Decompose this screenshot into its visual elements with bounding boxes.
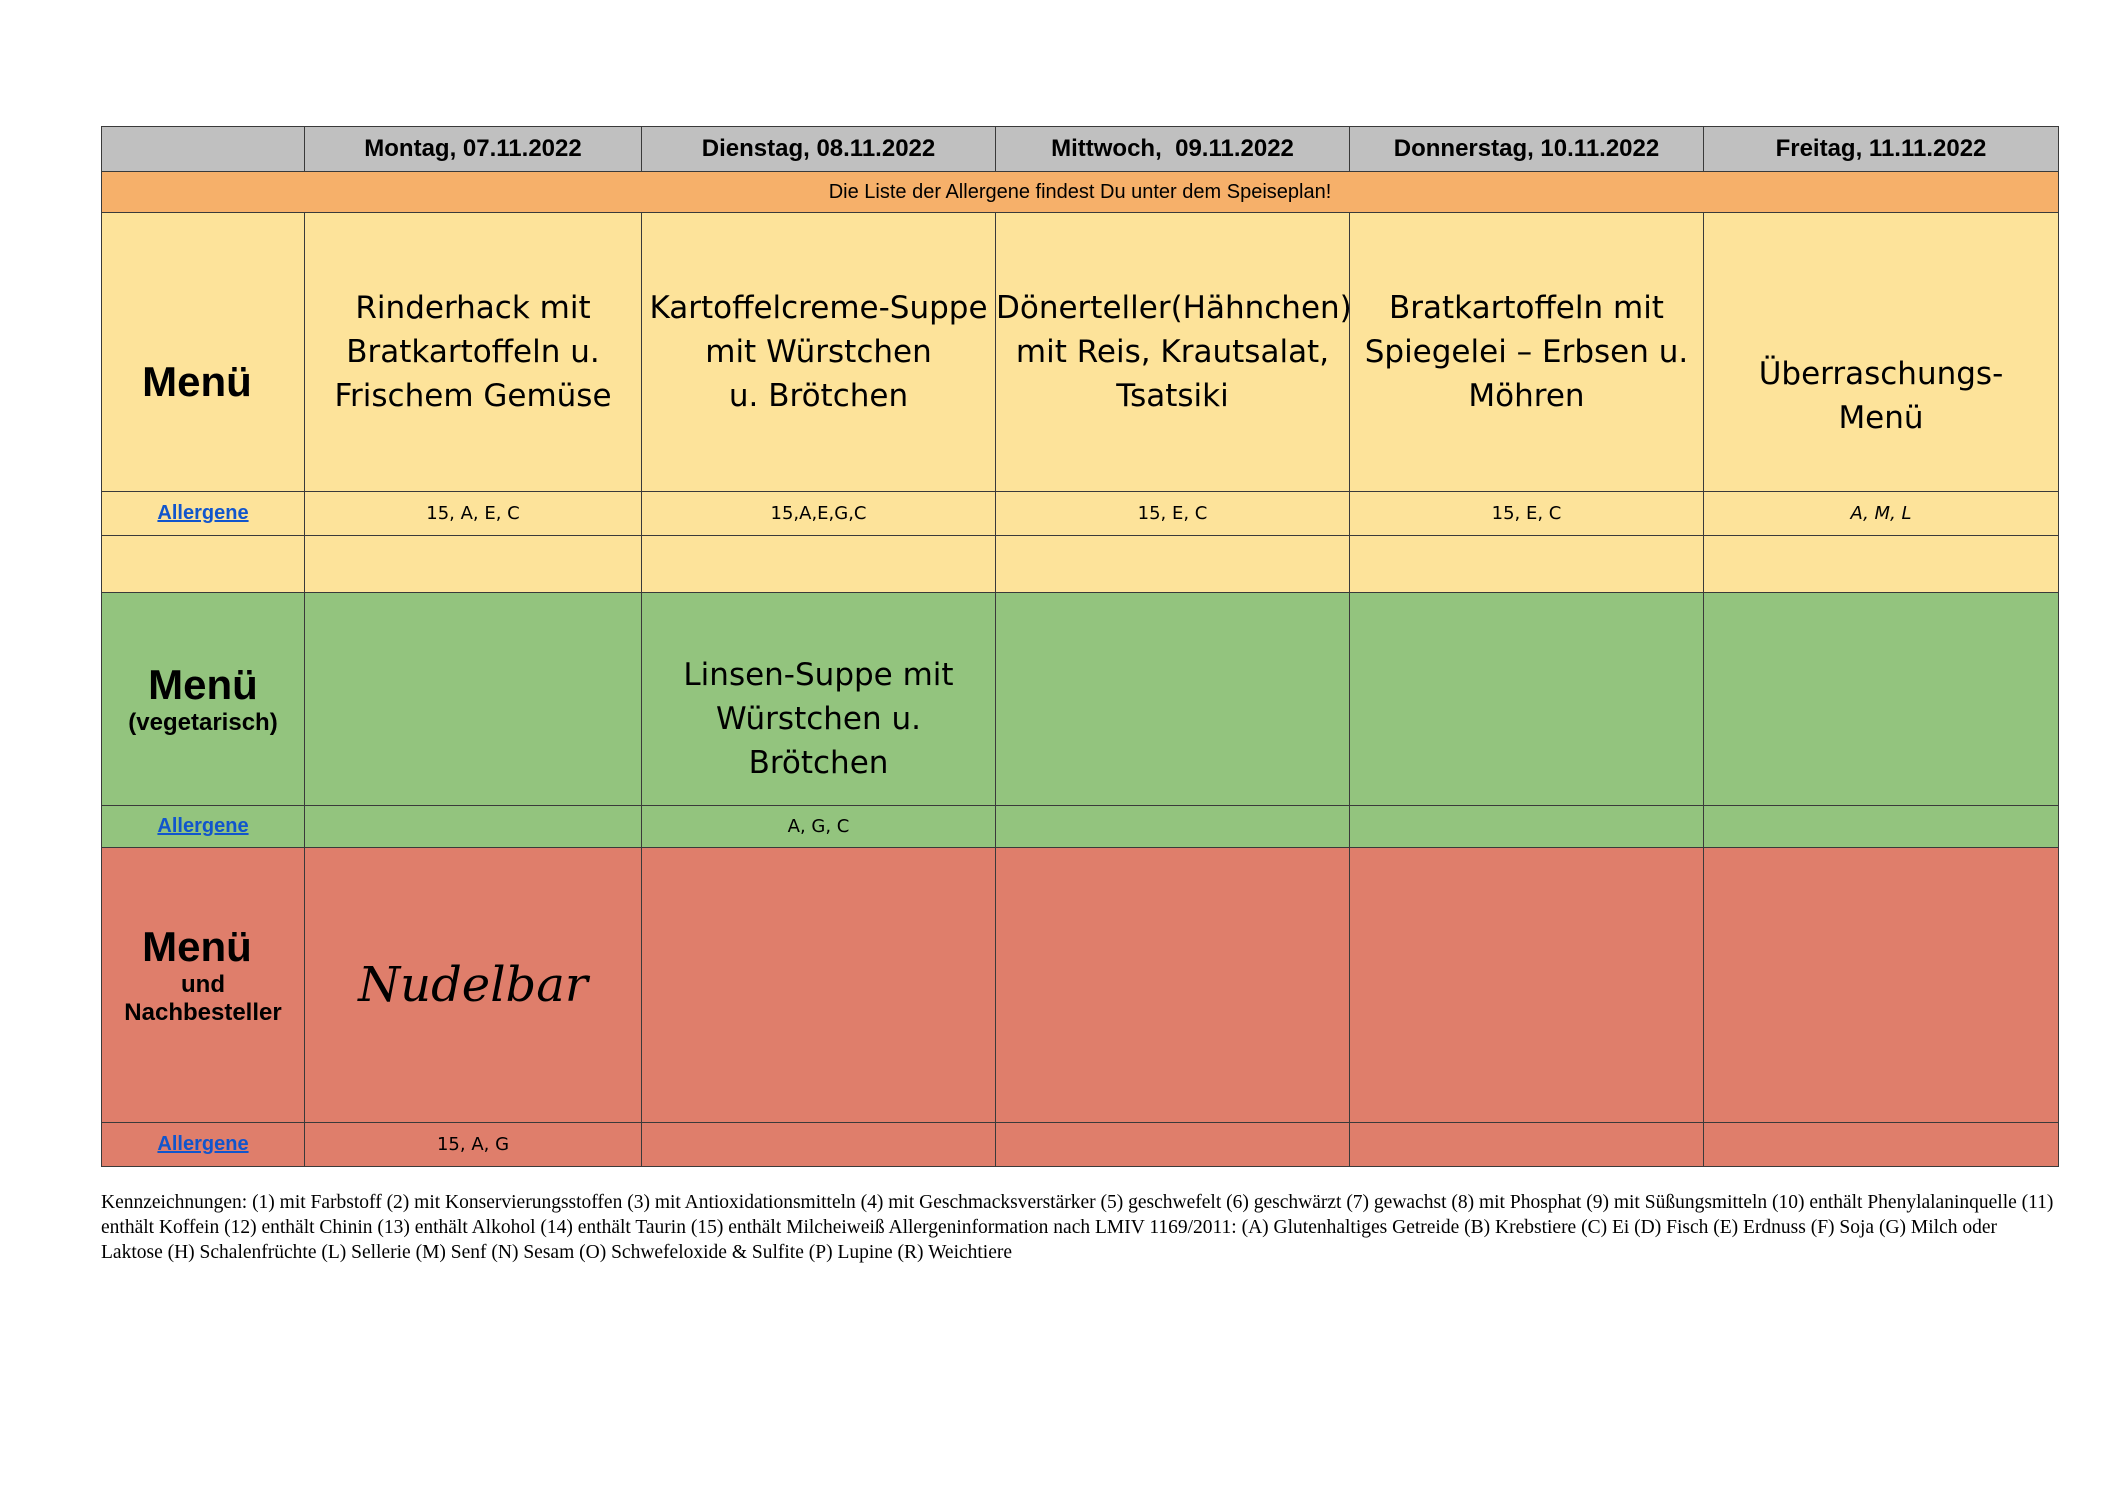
menu2-meal-wednesday <box>996 593 1350 806</box>
allergen-legend: Kennzeichnungen: (1) mit Farbstoff (2) mit Konservierungsstoffen (3) mit Antioxidationsmitteln (4) mit Geschmacksverstärker (5) geschwefelt (6) geschwärzt (7) gewachst (8) mit Phosphat (9) mit Süßungsmitteln (10) enthält Phenylalaninquelle (11) enthält Koffein (12) enthält Chinin (13) enthält Alkohol (14) enthält Taurin (15) enthält Milcheiweiß Allergeninformation nach LMIV 1169/2011: (A) Glutenhaltiges Getreide (B) Krebstiere (C) Ei (D) Fisch (E) Erdnuss (F) Soja (G) Milch oder Laktose (H) Schalenfrüchte (L) Sellerie (M) Senf (N) Sesam (O) Schwefeloxide & Sulfite (P) Lupine (R) Weichtiere <box>101 1192 2054 1263</box>
menu1-allergene-link[interactable]: Allergene <box>157 502 249 524</box>
menu2-allergens-monday <box>305 806 642 848</box>
menu1-allergens-tuesday: 15,A,E,G,C <box>642 492 996 536</box>
menu1-label: Menü <box>142 358 252 405</box>
empty-cell <box>642 536 996 593</box>
menu3-allergens-friday <box>1704 1123 2059 1167</box>
menu1-row <box>102 213 2059 492</box>
menu1-meal-friday: Überraschungs- Menü <box>1704 213 2059 492</box>
allergen-notice: Die Liste der Allergene findest Du unter dem Speiseplan! <box>102 172 2059 213</box>
menu3-meal-monday: Nudelbar <box>305 848 642 1123</box>
menu2-allergene-link[interactable]: Allergene <box>157 815 249 837</box>
header-row <box>102 127 2059 172</box>
menu1-allergens-thursday: 15, E, C <box>1350 492 1704 536</box>
menu1-allergen-row <box>102 492 2059 536</box>
empty-cell <box>305 536 642 593</box>
menu3-allergens-monday: 15, A, G <box>305 1123 642 1167</box>
empty-cell <box>102 536 305 593</box>
menu3-meal-thursday <box>1350 848 1704 1123</box>
menu3-meal-friday <box>1704 848 2059 1123</box>
menu3-row <box>102 848 2059 1123</box>
empty-cell <box>1704 536 2059 593</box>
day-header-friday: Freitag, 11.11.2022 <box>1704 127 2059 172</box>
menu2-row <box>102 593 2059 806</box>
menu3-sublabel-und: und <box>181 971 225 998</box>
menu1-allergens-monday: 15, A, E, C <box>305 492 642 536</box>
menu2-allergens-friday <box>1704 806 2059 848</box>
menu2-label: Menü <box>148 661 258 708</box>
day-header-thursday: Donnerstag, 10.11.2022 <box>1350 127 1704 172</box>
empty-cell <box>996 536 1350 593</box>
menu3-allergen-row <box>102 1123 2059 1167</box>
menu1-meal-monday: Rinderhack mit Bratkartoffeln u. Frischem Gemüse <box>305 213 642 492</box>
menu3-label-cell <box>102 848 305 1123</box>
menu1-label-cell <box>102 213 305 492</box>
menu1-allergens-friday: A, M, L <box>1704 492 2059 536</box>
menu3-allergene-link[interactable]: Allergene <box>157 1133 249 1155</box>
empty-cell <box>1350 536 1704 593</box>
menu1-allergens-wednesday: 15, E, C <box>996 492 1350 536</box>
notice-row <box>102 172 2059 213</box>
day-header-monday: Montag, 07.11.2022 <box>305 127 642 172</box>
menu3-allergene-link-cell <box>102 1123 305 1167</box>
menu1-empty-row <box>102 536 2059 593</box>
menu3-sublabel-nachbesteller: Nachbesteller <box>124 999 282 1026</box>
menu2-meal-tuesday: Linsen-Suppe mit Würstchen u. Brötchen <box>642 593 996 806</box>
menu2-allergens-thursday <box>1350 806 1704 848</box>
menu2-allergene-link-cell <box>102 806 305 848</box>
menu1-meal-thursday: Bratkartoffeln mit Spiegelei – Erbsen u. Möhren <box>1350 213 1704 492</box>
header-corner <box>102 127 305 172</box>
menu3-meal-tuesday <box>642 848 996 1123</box>
menu2-label-cell <box>102 593 305 806</box>
menu1-allergene-link-cell <box>102 492 305 536</box>
menu3-label: Menü <box>142 923 252 970</box>
menu2-allergens-tuesday: A, G, C <box>642 806 996 848</box>
menu2-allergens-wednesday <box>996 806 1350 848</box>
menu3-allergens-tuesday <box>642 1123 996 1167</box>
menu1-meal-tuesday: Kartoffelcreme-Suppe mit Würstchen u. Brötchen <box>642 213 996 492</box>
menu2-sublabel: (vegetarisch) <box>128 709 278 736</box>
menu1-meal-wednesday: Dönerteller(Hähnchen) mit Reis, Krautsalat, Tsatsiki <box>996 213 1350 492</box>
menu3-allergens-thursday <box>1350 1123 1704 1167</box>
menu2-meal-monday <box>305 593 642 806</box>
menu3-meal-wednesday <box>996 848 1350 1123</box>
menu2-allergen-row <box>102 806 2059 848</box>
day-header-wednesday: Mittwoch, 09.11.2022 <box>996 127 1350 172</box>
day-header-tuesday: Dienstag, 08.11.2022 <box>642 127 996 172</box>
menu3-allergens-wednesday <box>996 1123 1350 1167</box>
meal-plan-table <box>101 126 2059 1167</box>
menu2-meal-thursday <box>1350 593 1704 806</box>
menu2-meal-friday <box>1704 593 2059 806</box>
